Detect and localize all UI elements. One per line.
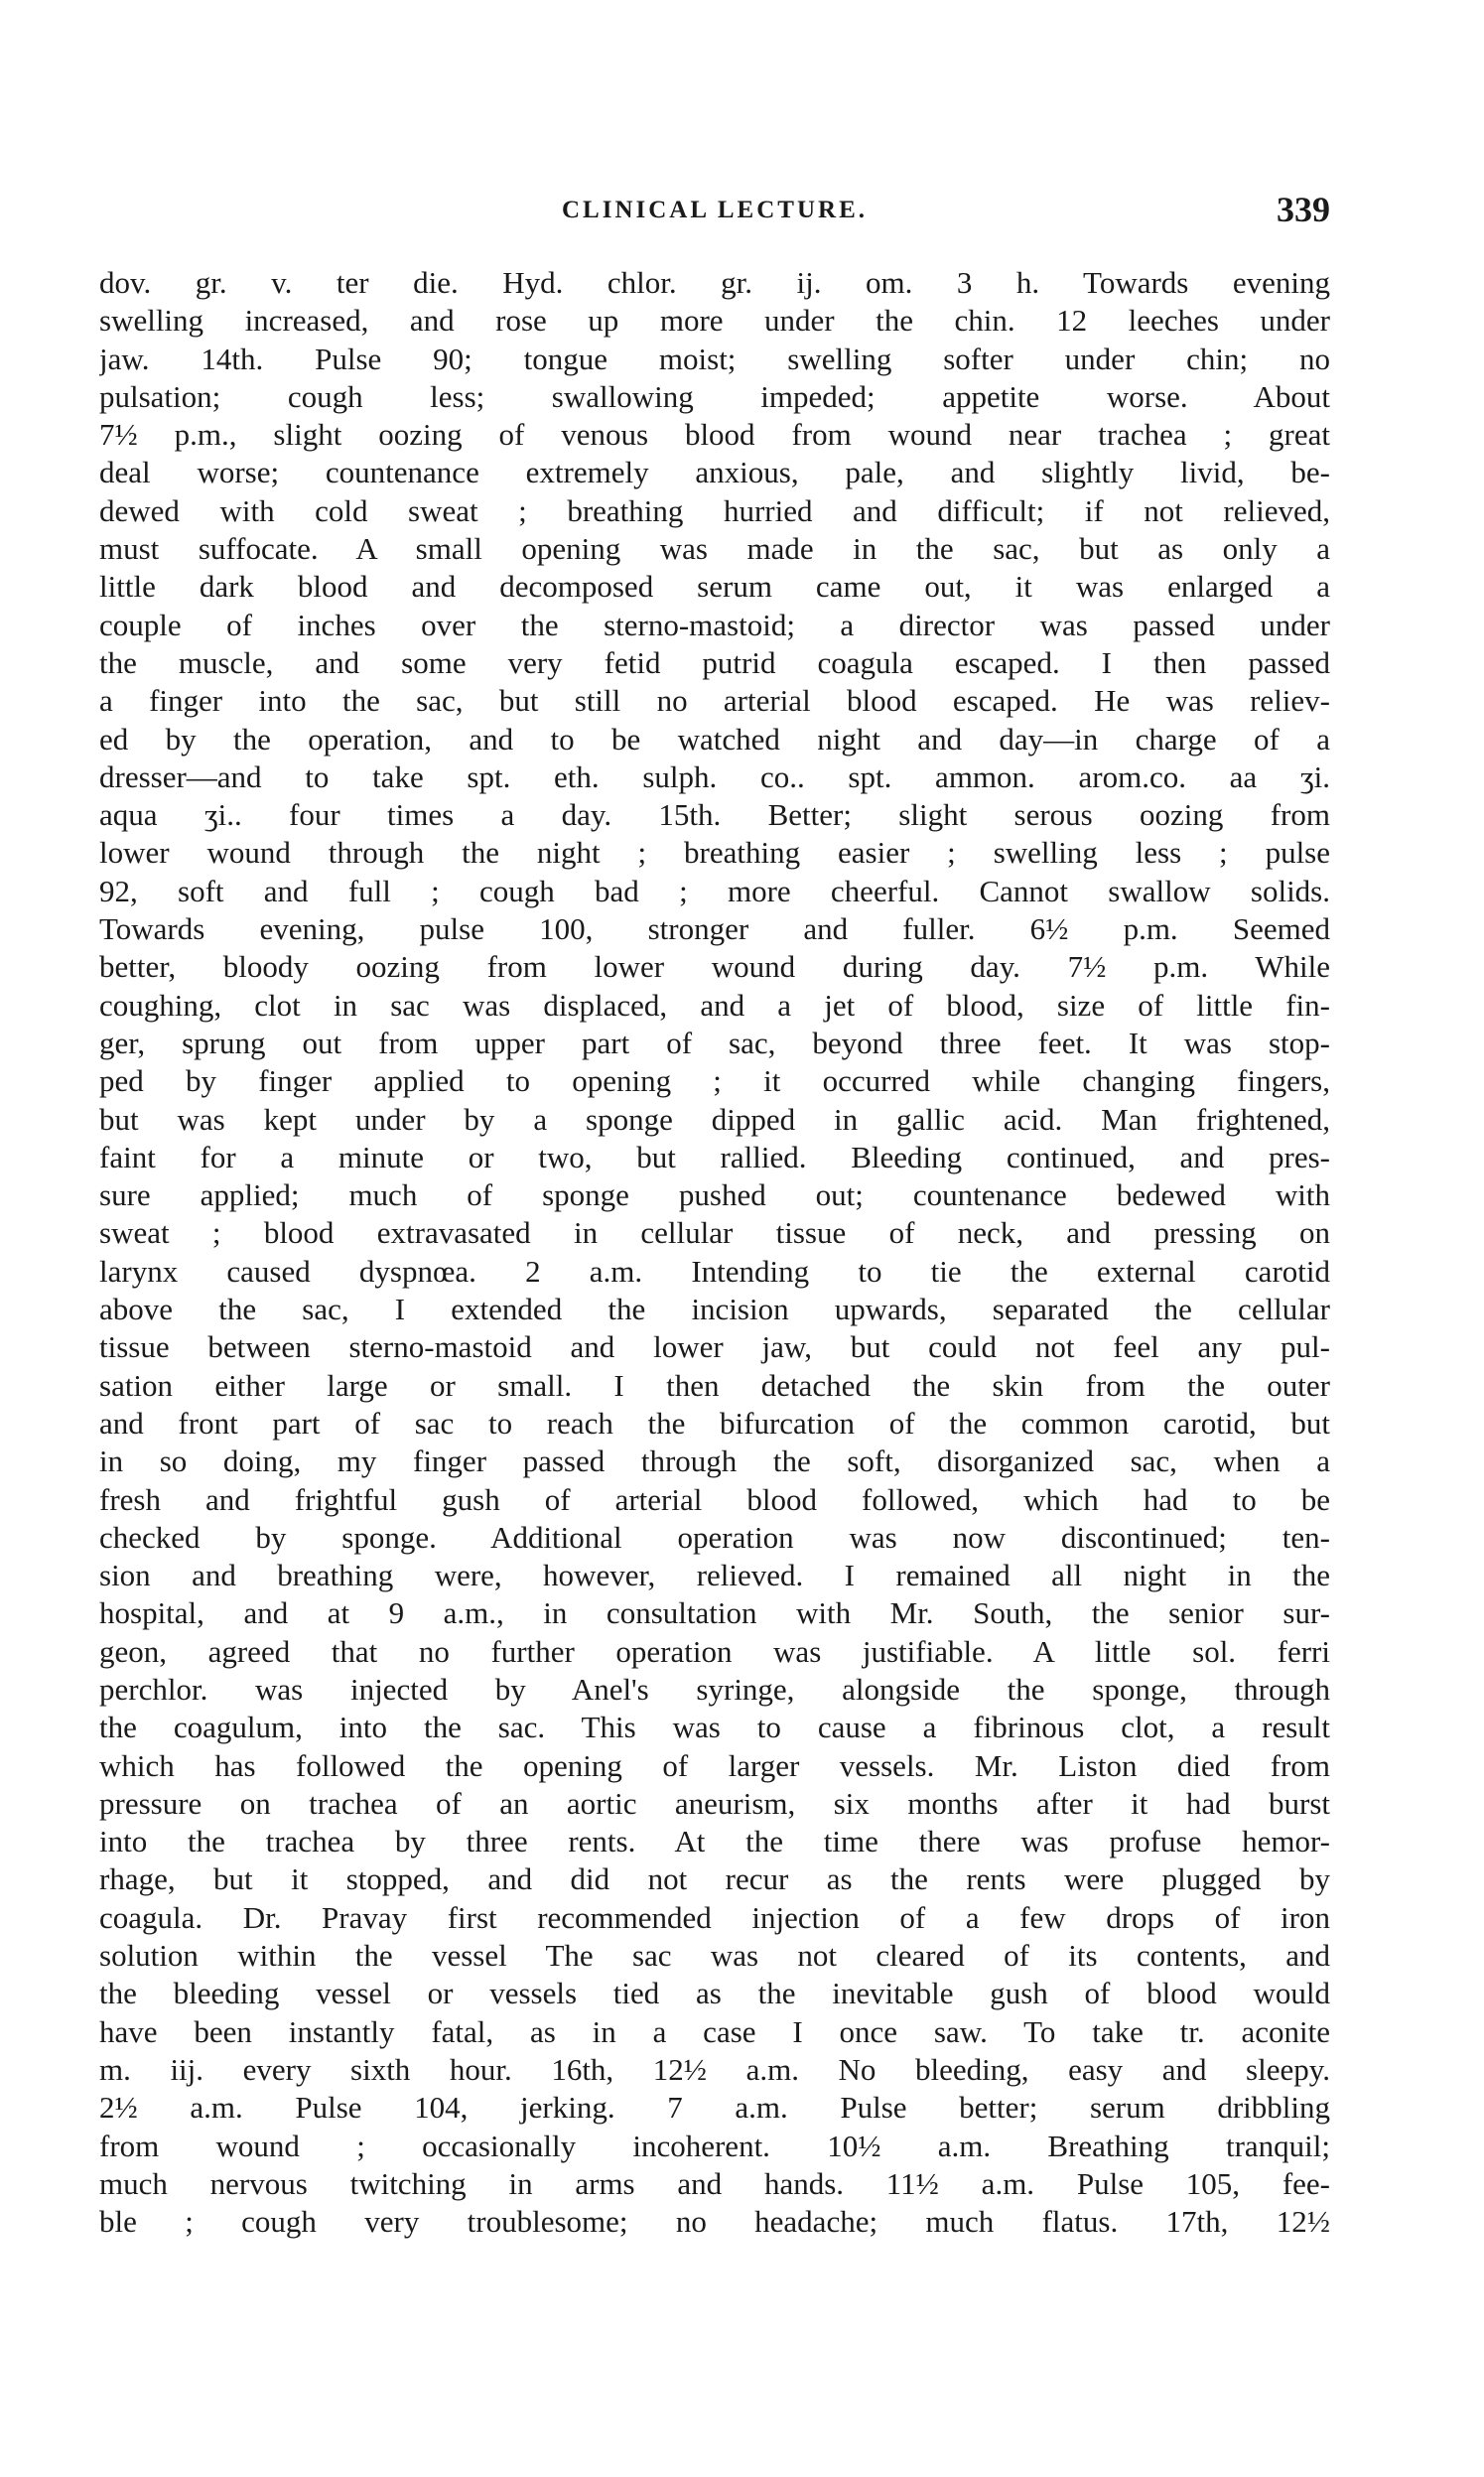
page-number: 339: [1277, 190, 1330, 229]
text-line: tissue between sterno-mastoid and lower jaw, but could not feel any pul-: [99, 1329, 1330, 1365]
text-line: coughing, clot in sac was displaced, and a jet of blood, size of little fin-: [99, 987, 1330, 1023]
text-line: from wound ; occasionally incoherent. 10½ a.m. Breathing tranquil;: [99, 2128, 1330, 2163]
text-line: pulsation; cough less; swallowing impeded; appetite worse. About: [99, 378, 1330, 414]
text-line: coagula. Dr. Pravay first recommended injection of a few drops of iron: [99, 1899, 1330, 1935]
text-line: sion and breathing were, however, relieved. I remained all night in the: [99, 1558, 1330, 1593]
text-line: pressure on trachea of an aortic aneurism, six months after it had burst: [99, 1785, 1330, 1821]
text-line: dewed with cold sweat ; breathing hurried and difficult; if not relieved,: [99, 492, 1330, 528]
text-line: which has followed the opening of larger vessels. Mr. Liston died from: [99, 1747, 1330, 1783]
text-line: dov. gr. v. ter die. Hyd. chlor. gr. ij. om. 3 h. Towards evening: [99, 265, 1330, 300]
text-line: much nervous twitching in arms and hands. 11½ a.m. Pulse 105, fee-: [99, 2165, 1330, 2201]
running-title: CLINICAL LECTURE.: [561, 197, 868, 223]
text-line: deal worse; countenance extremely anxious, pale, and slightly livid, be-: [99, 455, 1330, 490]
text-line: the bleeding vessel or vessels tied as the inevitable gush of blood would: [99, 1976, 1330, 2011]
text-line: ped by finger applied to opening ; it occurred while changing fingers,: [99, 1063, 1330, 1099]
text-line: jaw. 14th. Pulse 90; tongue moist; swelling softer under chin; no: [99, 341, 1330, 376]
text-line: sweat ; blood extravasated in cellular tissue of neck, and pressing on: [99, 1215, 1330, 1251]
text-line: above the sac, I extended the incision upwards, separated the cellular: [99, 1292, 1330, 1327]
text-line: rhage, but it stopped, and did not recur as the rents were plugged by: [99, 1861, 1330, 1897]
text-line: perchlor. was injected by Anel's syringe, alongside the sponge, through: [99, 1671, 1330, 1707]
text-line: dresser—and to take spt. eth. sulph. co.. spt. ammon. arom.co. aa ʒi.: [99, 758, 1330, 794]
text-line: couple of inches over the sterno-mastoid; a director was passed under: [99, 607, 1330, 642]
text-line: better, bloody oozing from lower wound during day. 7½ p.m. While: [99, 949, 1330, 985]
text-line: 7½ p.m., slight oozing of venous blood from wound near trachea ; great: [99, 417, 1330, 453]
text-line: geon, agreed that no further operation was justifiable. A little sol. ferri: [99, 1633, 1330, 1669]
text-line: sation either large or small. I then detached the skin from the outer: [99, 1367, 1330, 1403]
running-head: [99, 189, 1330, 238]
text-line: in so doing, my finger passed through the soft, disorganized sac, when a: [99, 1444, 1330, 1479]
text-line: ble ; cough very troublesome; no headache; much flatus. 17th, 12½: [99, 2204, 1330, 2240]
text-line: swelling increased, and rose up more under the chin. 12 leeches under: [99, 303, 1330, 339]
text-line: 2½ a.m. Pulse 104, jerking. 7 a.m. Pulse better; serum dribbling: [99, 2090, 1330, 2126]
text-line: but was kept under by a sponge dipped in gallic acid. Man frightened,: [99, 1101, 1330, 1137]
text-line: Towards evening, pulse 100, stronger and fuller. 6½ p.m. Seemed: [99, 911, 1330, 947]
text-line: ed by the operation, and to be watched night and day—in charge of a: [99, 721, 1330, 757]
text-line: and front part of sac to reach the bifurcation of the common carotid, but: [99, 1405, 1330, 1441]
text-line: 92, soft and full ; cough bad ; more cheerful. Cannot swallow solids.: [99, 873, 1330, 908]
text-line: fresh and frightful gush of arterial blood followed, which had to be: [99, 1481, 1330, 1517]
text-line: lower wound through the night ; breathing easier ; swelling less ; pulse: [99, 835, 1330, 871]
text-line: m. iij. every sixth hour. 16th, 12½ a.m. No bleeding, easy and sleepy.: [99, 2051, 1330, 2087]
body-text: [99, 264, 1330, 2241]
text-line: checked by sponge. Additional operation was now discontinued; ten-: [99, 1519, 1330, 1555]
text-line: a finger into the sac, but still no arterial blood escaped. He was reliev-: [99, 683, 1330, 719]
text-line: little dark blood and decomposed serum came out, it was enlarged a: [99, 569, 1330, 605]
text-line: have been instantly fatal, as in a case I once saw. To take tr. aconite: [99, 2013, 1330, 2049]
text-line: solution within the vessel The sac was not cleared of its contents, and: [99, 1938, 1330, 1974]
text-line: must suffocate. A small opening was made in the sac, but as only a: [99, 531, 1330, 567]
text-line: hospital, and at 9 a.m., in consultation with Mr. South, the senior sur-: [99, 1595, 1330, 1631]
text-line: sure applied; much of sponge pushed out; countenance bedewed with: [99, 1177, 1330, 1213]
text-line: faint for a minute or two, but rallied. Bleeding continued, and pres-: [99, 1139, 1330, 1174]
text-line: the muscle, and some very fetid putrid coagula escaped. I then passed: [99, 644, 1330, 680]
text-line: ger, sprung out from upper part of sac, beyond three feet. It was stop-: [99, 1025, 1330, 1060]
text-line: into the trachea by three rents. At the time there was profuse hemor-: [99, 1824, 1330, 1859]
text-line: the coagulum, into the sac. This was to cause a fibrinous clot, a result: [99, 1710, 1330, 1745]
text-line: aqua ʒi.. four times a day. 15th. Better; slight serous oozing from: [99, 797, 1330, 833]
text-line: larynx caused dyspnœa. 2 a.m. Intending to tie the external carotid: [99, 1253, 1330, 1289]
